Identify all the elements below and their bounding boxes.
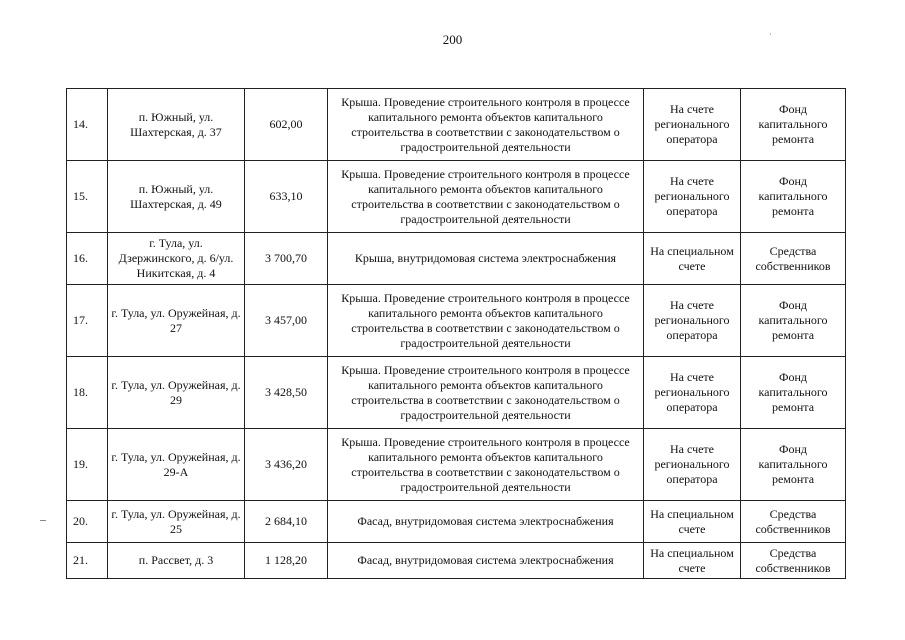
address-cell: г. Тула, ул. Оружейная, д. 29-А [108,429,245,501]
row-number: 21. [67,543,108,579]
account-cell: На счете регионального оператора [644,429,741,501]
address-cell: г. Тула, ул. Дзержинского, д. 6/ул. Никитская, д. 4 [108,233,245,285]
account-cell: На специальном счете [644,543,741,579]
row-number: 20. [67,501,108,543]
row-number: 19. [67,429,108,501]
table-row [67,357,846,429]
work-type-cell: Крыша. Проведение строительного контроля в процессе капитального ремонта объектов капитального строительства в соответствии с законодательством о градостроительной деятельности [328,161,644,233]
account-cell: На счете регионального оператора [644,161,741,233]
table-row [67,285,846,357]
repair-works-table [66,88,846,579]
area-cell: 1 128,20 [245,543,328,579]
address-cell: г. Тула, ул. Оружейная, д. 29 [108,357,245,429]
area-cell: 3 457,00 [245,285,328,357]
area-cell: 602,00 [245,89,328,161]
funding-source-cell: Фонд капитального ремонта [741,285,846,357]
table-row [67,501,846,543]
account-cell: На счете регионального оператора [644,285,741,357]
funding-source-cell: Фонд капитального ремонта [741,89,846,161]
work-type-cell: Крыша. Проведение строительного контроля в процессе капитального ремонта объектов капитального строительства в соответствии с законодательством о градостроительной деятельности [328,89,644,161]
area-cell: 2 684,10 [245,501,328,543]
work-type-cell: Крыша. Проведение строительного контроля в процессе капитального ремонта объектов капитального строительства в соответствии с законодательством о градостроительной деятельности [328,429,644,501]
account-cell: На счете регионального оператора [644,357,741,429]
row-number: 18. [67,357,108,429]
table-row [67,233,846,285]
funding-source-cell: Фонд капитального ремонта [741,161,846,233]
area-cell: 3 436,20 [245,429,328,501]
row-number: 14. [67,89,108,161]
row-number: 15. [67,161,108,233]
funding-source-cell: Средства собственников [741,233,846,285]
work-type-cell: Крыша. Проведение строительного контроля в процессе капитального ремонта объектов капитального строительства в соответствии с законодательством о градостроительной деятельности [328,357,644,429]
work-type-cell: Фасад, внутридомовая система электроснабжения [328,501,644,543]
table-row [67,543,846,579]
table-row [67,161,846,233]
account-cell: На специальном счете [644,501,741,543]
account-cell: На счете регионального оператора [644,89,741,161]
funding-source-cell: Фонд капитального ремонта [741,357,846,429]
area-cell: 633,10 [245,161,328,233]
funding-source-cell: Средства собственников [741,501,846,543]
table-row [67,89,846,161]
address-cell: п. Рассвет, д. 3 [108,543,245,579]
row-number: 16. [67,233,108,285]
work-type-cell: Крыша, внутридомовая система электроснабжения [328,233,644,285]
address-cell: п. Южный, ул. Шахтерская, д. 37 [108,89,245,161]
account-cell: На специальном счете [644,233,741,285]
area-cell: 3 700,70 [245,233,328,285]
scan-speck: · [769,30,772,39]
address-cell: г. Тула, ул. Оружейная, д. 25 [108,501,245,543]
funding-source-cell: Средства собственников [741,543,846,579]
page-number: 200 [442,32,463,47]
area-cell: 3 428,50 [245,357,328,429]
table-row [67,429,846,501]
address-cell: п. Южный, ул. Шахтерская, д. 49 [108,161,245,233]
margin-mark [40,520,46,521]
funding-source-cell: Фонд капитального ремонта [741,429,846,501]
address-cell: г. Тула, ул. Оружейная, д. 27 [108,285,245,357]
work-type-cell: Фасад, внутридомовая система электроснабжения [328,543,644,579]
work-type-cell: Крыша. Проведение строительного контроля в процессе капитального ремонта объектов капитального строительства в соответствии с законодательством о градостроительной деятельности [328,285,644,357]
row-number: 17. [67,285,108,357]
